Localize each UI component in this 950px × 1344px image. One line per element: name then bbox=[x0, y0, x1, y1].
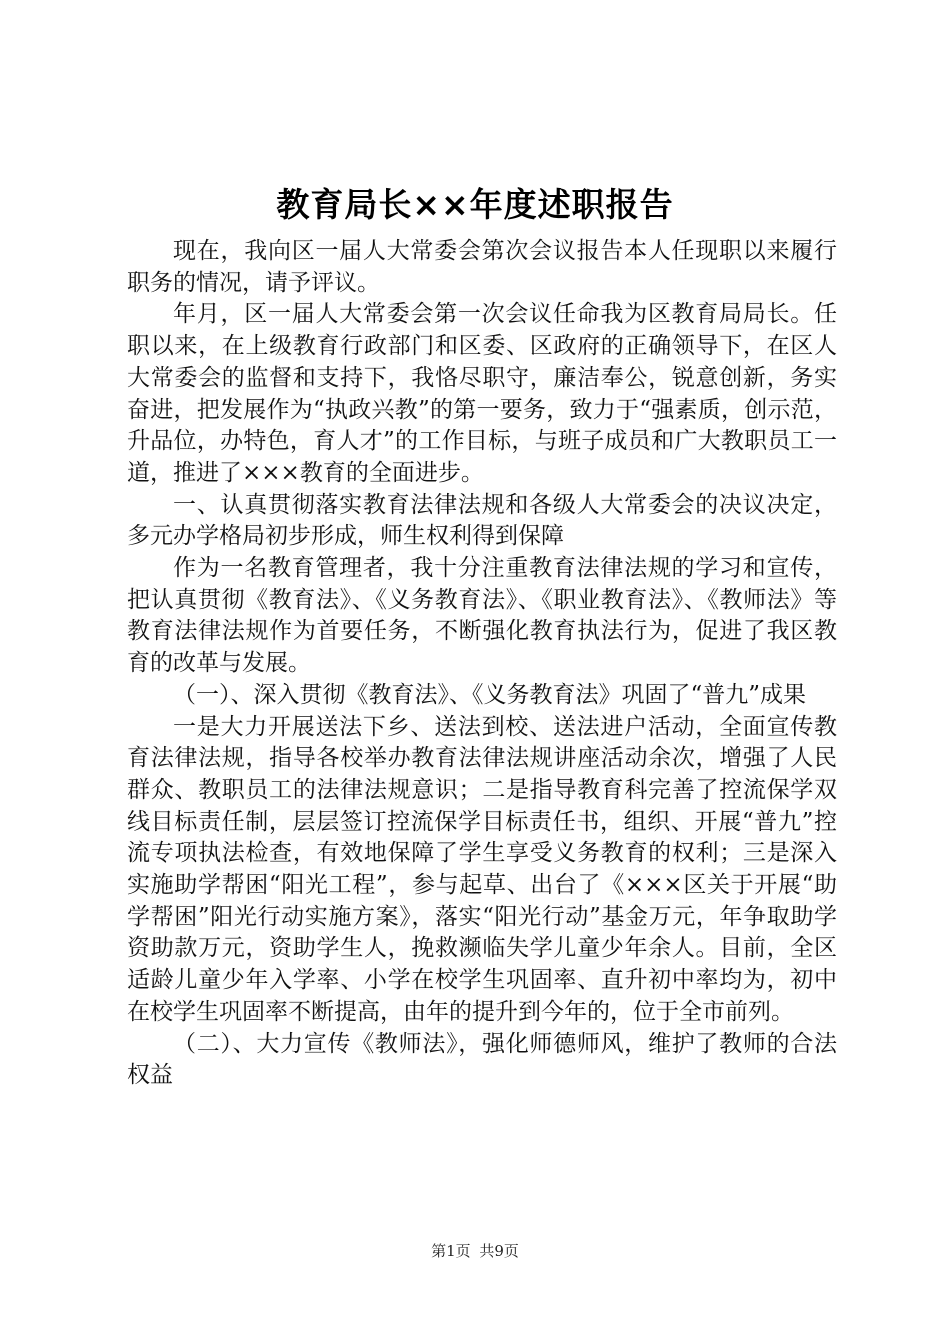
subsection-heading-2: （二）、大力宣传《教师法》，强化师德师风，维护了教师的合法权益 bbox=[127, 1030, 837, 1089]
paragraph-intro: 现在，我向区一届人大常委会第次会议报告本人任现职以来履行职务的情况，请予评议。 bbox=[127, 238, 837, 296]
section-heading-1: 一、认真贯彻落实教育法律法规和各级人大常委会的决议决定，多元办学格局初步形成，师生权利得到保障 bbox=[127, 491, 837, 550]
paragraph-law-promotion: 一是大力开展送法下乡、送法到校、送法进户活动，全面宣传教育法律法规，指导各校举办教育法律法规讲座活动余次，增强了人民群众、教职员工的法律法规意识；二是指导教育科完善了控流保学双线目标责任制，层层签订控流保学目标责任书，组织、开展“普九”控流专项执法检查，有效地保障了学生享受义务教育的权利；三是深入实施助学帮困“阳光工程”，参与起草、出台了《×××区关于开展“助学帮困”阳光行动实施方案》，落实“阳光行动”基金万元，年争取助学资助款万元，资助学生人，挽救濒临失学儿童少年余人。目前，全区适龄儿童少年入学率、小学在校学生巩固率、直升初中率均为，初中在校学生巩固率不断提高，由年的提升到今年的，位于全市前列。 bbox=[127, 713, 837, 1025]
document-title: 教育局长××年度述职报告 bbox=[276, 185, 674, 224]
document-body bbox=[127, 236, 837, 1092]
page-total: 共9页 bbox=[479, 1242, 519, 1260]
subsection-heading-1: （一）、深入贯彻《教育法》、《义务教育法》巩固了“普九”成果 bbox=[173, 681, 807, 708]
page-footer bbox=[0, 1239, 950, 1263]
paragraph-appointment: 年月，区一届人大常委会第一次会议任命我为区教育局局长。任职以来，在上级教育行政部门和区委、区政府的正确领导下，在区人大常委会的监督和支持下，我恪尽职守，廉洁奉公，锐意创新，务实奋进，把发展作为“执政兴教”的第一要务，致力于“强素质，创示范，升品位，办特色，育人才”的工作目标，与班子成员和广大教职员工一道，推进了×××教育的全面进步。 bbox=[127, 301, 837, 486]
page-number: 第1页 bbox=[431, 1242, 471, 1260]
paragraph-law-study: 作为一名教育管理者，我十分注重教育法律法规的学习和宣传，把认真贯彻《教育法》、《义务教育法》、《职业教育法》、《教师法》等教育法律法规作为首要任务，不断强化教育执法行为，促进了我区教育的改革与发展。 bbox=[127, 555, 837, 677]
